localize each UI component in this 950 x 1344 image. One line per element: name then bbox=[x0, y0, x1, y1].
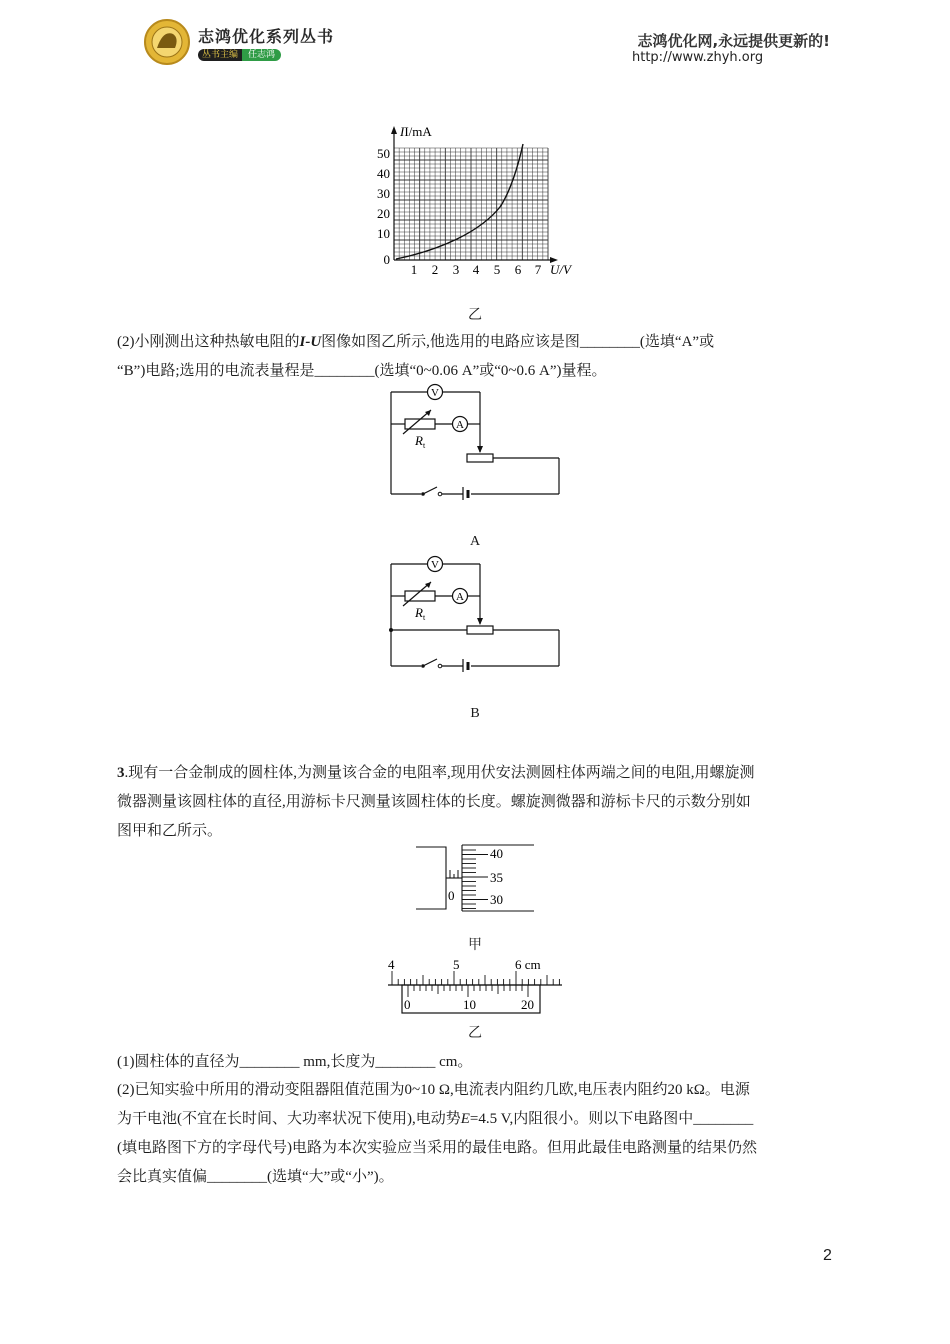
q3-text: 为干电池(不宜在长时间、大功率状况下使用),电动势 bbox=[117, 1111, 461, 1127]
y-axis-label: II/mA bbox=[400, 124, 432, 139]
resistor-label: $R_t$ bbox=[415, 605, 426, 622]
voltmeter-label: V bbox=[431, 387, 439, 399]
micrometer-caption: 甲 bbox=[468, 938, 482, 953]
x-tick-label: 1 bbox=[410, 262, 418, 277]
x-axis-label: U/V bbox=[550, 262, 571, 277]
y-tick-label: 50 bbox=[377, 146, 390, 161]
q3-text: =4.5 V,内阻很小。则以下电路图中________ bbox=[469, 1111, 754, 1127]
ammeter-label: A bbox=[456, 591, 464, 603]
iu-curve bbox=[396, 144, 523, 259]
y-tick-label: 0 bbox=[383, 252, 390, 267]
q3-line1 bbox=[117, 759, 837, 788]
emf-symbol: E bbox=[460, 1111, 470, 1127]
x-tick-label: 7 bbox=[534, 262, 542, 277]
ammeter-label: A bbox=[456, 419, 464, 431]
y-tick-label: 20 bbox=[377, 206, 390, 221]
x-tick-label: 2 bbox=[431, 262, 439, 277]
x-tick-label: 6 bbox=[514, 262, 522, 277]
micrometer-zero-label: 0 bbox=[448, 888, 455, 903]
graph-yi-caption: 乙 bbox=[468, 308, 482, 323]
x-tick-label: 4 bbox=[472, 262, 480, 277]
iu-grid bbox=[394, 148, 548, 260]
q3-line3: 图甲和乙所示。 bbox=[117, 823, 223, 839]
caliper-main-label: 6 cm bbox=[515, 957, 541, 972]
y-tick-label: 30 bbox=[377, 186, 390, 201]
y-tick-labels bbox=[377, 146, 390, 267]
y-axis-arrow bbox=[391, 126, 397, 134]
q2-part2-line2: “B”)电路;选用的电流表量程是________(选填“0~0.06 A”或“0~0.6 A”)量程。 bbox=[117, 363, 607, 379]
header-slogan: 志鸿优化网,永远提供更新的! bbox=[637, 32, 830, 50]
micrometer-tick-label: 35 bbox=[490, 870, 503, 885]
q3-number: 3 bbox=[117, 765, 125, 781]
q3-part2-line2 bbox=[117, 1105, 837, 1134]
q2-part2-line1 bbox=[117, 328, 837, 357]
resistor-label: $R_t$ bbox=[415, 433, 426, 450]
circuit-b-caption: B bbox=[470, 706, 480, 721]
q2-text: (2)小刚测出这种热敏电阻的 bbox=[117, 334, 300, 350]
q3-part1: (1)圆柱体的直径为________ mm,长度为________ cm。 bbox=[117, 1054, 473, 1070]
q3-part2-line3: (填电路图下方的字母代号)电路为本次实验应当采用的最佳电路。但用此最佳电路测量的结果仍然 bbox=[117, 1140, 757, 1156]
iu-symbol: I-U bbox=[299, 334, 322, 350]
caliper-caption: 乙 bbox=[468, 1026, 482, 1041]
q3-line2: 微器测量该圆柱体的直径,用游标卡尺测量该圆柱体的长度。螺旋测微器和游标卡尺的示数分别如 bbox=[117, 794, 751, 810]
brand-logo bbox=[143, 18, 193, 66]
caliper-vernier-label: 0 bbox=[404, 997, 411, 1012]
x-tick-label: 5 bbox=[493, 262, 501, 277]
micrometer bbox=[414, 842, 538, 916]
header-url: http://www.zhyh.org bbox=[632, 50, 764, 65]
vernier-caliper bbox=[384, 955, 566, 1017]
caliper-main-label: 4 bbox=[388, 957, 395, 972]
caliper-main-label: 5 bbox=[453, 957, 460, 972]
iu-graph bbox=[360, 122, 580, 282]
editor-name: 任志鸿 bbox=[242, 49, 281, 61]
caliper-vernier-label: 10 bbox=[463, 997, 476, 1012]
voltmeter-label: V bbox=[431, 559, 439, 571]
x-tick-label: 3 bbox=[452, 262, 460, 277]
editor-label: 丛书主编 bbox=[198, 49, 242, 61]
y-tick-label: 40 bbox=[377, 166, 390, 181]
x-tick-labels bbox=[411, 262, 542, 277]
q3-part2-line4: 会比真实值偏________(选填“大”或“小”)。 bbox=[117, 1169, 394, 1185]
circuit-a-caption: A bbox=[469, 534, 481, 549]
caliper-vernier-label: 20 bbox=[521, 997, 534, 1012]
brand-title: 志鸿优化系列丛书 bbox=[198, 27, 335, 46]
circuit-a bbox=[385, 382, 565, 500]
micrometer-tick-label: 30 bbox=[490, 892, 503, 907]
micrometer-tick-label: 40 bbox=[490, 846, 503, 861]
brand-editor bbox=[198, 47, 281, 60]
y-tick-label: 10 bbox=[377, 226, 390, 241]
page-number: 2 bbox=[823, 1247, 832, 1264]
q2-text: 图像如图乙所示,他选用的电路应该是图________(选填“A”或 bbox=[321, 334, 715, 350]
q3-part2-line1: (2)已知实验中所用的滑动变阻器阻值范围为0~10 Ω,电流表内阻约几欧,电压表内阻约20 kΩ。电源 bbox=[117, 1082, 750, 1098]
q3-text: .现有一合金制成的圆柱体,为测量该合金的电阻率,现用伏安法测圆柱体两端之间的电阻,用螺旋测 bbox=[124, 765, 755, 781]
circuit-b bbox=[385, 554, 565, 672]
